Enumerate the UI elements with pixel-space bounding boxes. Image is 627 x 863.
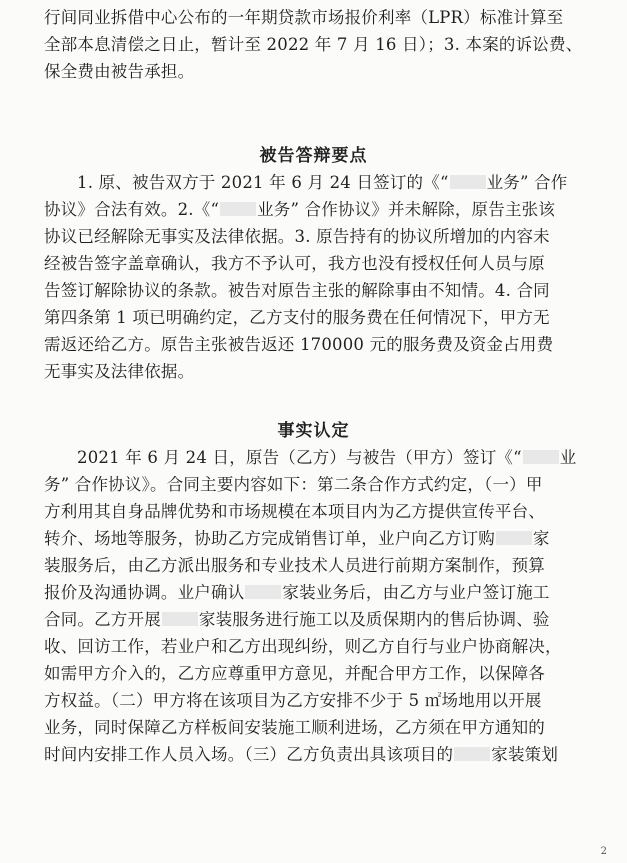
facts-line: 业务，同时保障乙方样板间安装施工顺利进场，乙方须在甲方通知的 <box>44 718 545 737</box>
redaction-mark <box>220 202 256 216</box>
defense-line: 第四条第 1 项已明确约定，乙方支付的服务费在任何情况下，甲方无 <box>44 308 550 327</box>
facts-line: 方利用其自身品牌优势和市场规模在本项目内为乙方提供宣传平台、 <box>44 502 545 521</box>
claim-line: 保全费由被告承担。 <box>44 62 195 81</box>
defense-line: 经被告签字盖章确认，我方不予认可，我方也没有授权任何人员与原 <box>44 254 545 273</box>
facts-line: 收、回访工作，若业户和乙方出现纠纷，则乙方自行与业户协商解决， <box>44 637 562 656</box>
claim-line: 行间同业拆借中心公布的一年期贷款市场报价利率（LPR）标准计算至 <box>44 8 564 27</box>
facts-line: 时间内安排工作人员入场。（三）乙方负责出具该项目的 家装策划 <box>44 745 559 764</box>
facts-line: 装服务后，由乙方派出服务和专业技术人员进行前期方案制作，预算 <box>44 556 545 575</box>
redaction-mark <box>496 531 532 545</box>
facts-line: 方权益。（二）甲方将在该项目为乙方安排不少于 5 ㎡场地用以开展 <box>44 691 542 710</box>
redaction-mark <box>162 612 198 626</box>
facts-line: 2021 年 6 月 24 日，原告（乙方）与被告（甲方）签订《“ 业 <box>77 448 577 467</box>
facts-line: 转介、场地等服务，协助乙方完成销售订单，业户向乙方订购 家 <box>44 529 550 548</box>
facts-heading: 事实认定 <box>277 421 350 441</box>
redaction-mark <box>523 450 559 464</box>
facts-paragraph <box>44 444 592 768</box>
defense-line: 需返还给乙方。原告主张被告返还 170000 元的服务费及资金占用费 <box>44 335 554 354</box>
claim-line: 全部本息清偿之日止，暂计至 2022 年 7 月 16 日）；3. 本案的诉讼费、 <box>44 35 583 54</box>
redaction-mark <box>450 175 486 189</box>
facts-line: 如需甲方介入的，乙方应尊重甲方意见，并配合甲方工作，以保障各 <box>44 664 545 683</box>
defense-line: 协议已经解除无事实及法律依据。3. 原告持有的协议所增加的内容未 <box>44 227 550 246</box>
facts-line: 合同。乙方开展 家装服务进行施工以及质保期内的售后协调、验 <box>44 610 550 629</box>
claim-paragraph <box>44 4 592 85</box>
facts-line: 务” 合作协议》。合同主要内容如下：第二条合作方式约定，（一）甲 <box>44 475 543 494</box>
defense-paragraph <box>44 169 592 385</box>
defense-heading: 被告答辩要点 <box>259 146 368 166</box>
defense-line: 告签订解除协议的条款。被告对原告主张的解除事由不知情。4. 合同 <box>44 281 550 300</box>
page-number: 2 <box>600 846 607 857</box>
defense-line: 无事实及法律依据。 <box>44 362 195 381</box>
facts-line: 报价及沟通协调。业户确认 家装业务后，由乙方与业户签订施工 <box>44 583 550 602</box>
redaction-mark <box>245 585 281 599</box>
defense-line: 1. 原、被告双方于 2021 年 6 月 24 日签订的《“ 业务” 合作 <box>77 173 568 192</box>
defense-line: 协议》合法有效。2.《“ 业务” 合作协议》并未解除，原告主张该 <box>44 200 556 219</box>
redaction-mark <box>454 747 490 761</box>
